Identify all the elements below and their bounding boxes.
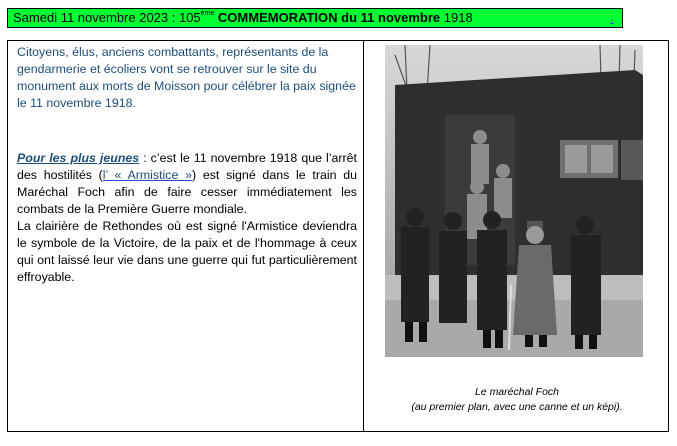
caption-line-2: (au premier plan, avec une canne et un képi). bbox=[411, 401, 623, 413]
ordinal-sup: ème bbox=[200, 10, 215, 17]
kids-lead: Pour les plus jeunes bbox=[17, 151, 140, 165]
date-prefix: Samedi 11 novembre 2023 : 105 bbox=[13, 10, 201, 25]
caption-line-1: Le maréchal Foch bbox=[474, 386, 560, 398]
armistice-link[interactable]: l’ « Armistice » bbox=[102, 168, 192, 182]
intro-paragraph: Citoyens, élus, anciens combattants, représentants de la gendarmerie et écoliers vont se retrouver sur le site du monument aux morts de Moisson pour célébrer la paix signée le 11 novembre 1918. bbox=[17, 45, 356, 110]
kids-text-1: : c’est le 11 novembre 1918 que l’arrêt des hostilités ( bbox=[17, 151, 357, 182]
commemoration-title: COMMEMORATION du 11 novembre bbox=[214, 10, 441, 25]
text-column bbox=[17, 44, 357, 286]
column-divider bbox=[363, 41, 364, 431]
title-bar bbox=[7, 8, 623, 28]
content-table bbox=[7, 40, 669, 432]
kids-text-3: La clairière de Rethondes où est signé l'Armistice deviendra le symbole de la Victoire, de la paix et de l'hommage à ceux qui ont laissé leur vie dans une guerre qui fut particulièrement effroyable. bbox=[17, 219, 357, 284]
foch-photo-illustration bbox=[385, 45, 643, 357]
kids-paragraph bbox=[17, 150, 357, 286]
anchor-link[interactable]: . bbox=[610, 10, 614, 25]
kids-text-2: ) est signé dans le train du Maréchal Foch afin de faire cesser immédiatement les combats de la Première Guerre mondiale. bbox=[17, 168, 357, 216]
title-year: 1918 bbox=[440, 10, 473, 25]
foch-photo bbox=[385, 45, 643, 357]
photo-caption bbox=[364, 385, 670, 415]
